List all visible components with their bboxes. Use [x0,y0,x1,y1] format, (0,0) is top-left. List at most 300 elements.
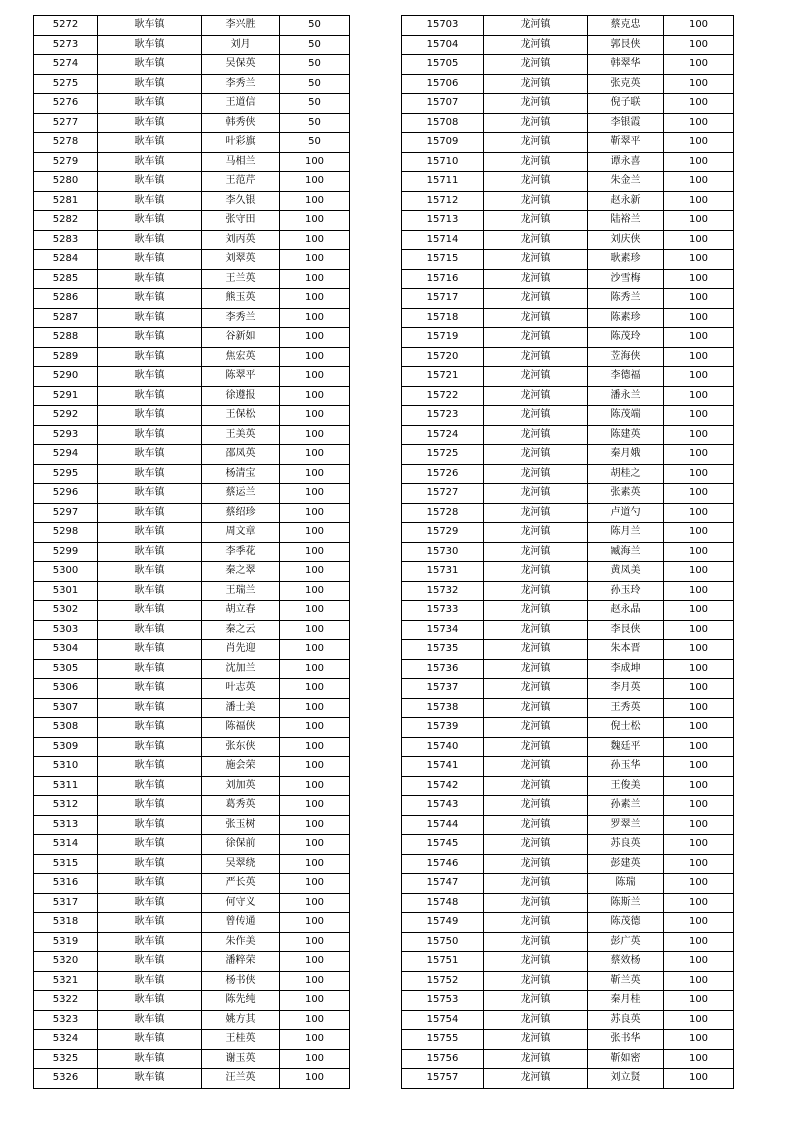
table-row [402,562,734,582]
name-cell: 周文章 [202,523,280,543]
serial-number-cell: 15712 [402,191,484,211]
table-row [34,367,350,387]
town-cell: 龙河镇 [484,269,588,289]
name-cell: 潘士美 [202,698,280,718]
town-cell: 龙河镇 [484,94,588,114]
name-cell: 蔡绍珍 [202,503,280,523]
serial-number-cell: 5320 [34,952,98,972]
name-cell: 熊玉英 [202,289,280,309]
table-row [402,620,734,640]
table-row [34,308,350,328]
table-row [34,347,350,367]
table-row [402,191,734,211]
town-cell: 龙河镇 [484,367,588,387]
serial-number-cell: 5302 [34,601,98,621]
table-row [402,854,734,874]
amount-cell: 100 [664,737,734,757]
name-cell: 苏良英 [588,835,664,855]
town-cell: 耿车镇 [98,1069,202,1089]
amount-cell: 50 [280,16,350,36]
table-row [402,1010,734,1030]
table-row [402,308,734,328]
name-cell: 李季花 [202,542,280,562]
serial-number-cell: 15746 [402,854,484,874]
amount-cell: 100 [664,815,734,835]
amount-cell: 100 [664,250,734,270]
serial-number-cell: 5299 [34,542,98,562]
name-cell: 叶彩旗 [202,133,280,153]
serial-number-cell: 5303 [34,620,98,640]
table-row [34,55,350,75]
amount-cell: 100 [664,874,734,894]
town-cell: 耿车镇 [98,640,202,660]
table-row [34,94,350,114]
amount-cell: 100 [280,659,350,679]
town-cell: 龙河镇 [484,55,588,75]
table-row [34,776,350,796]
name-cell: 彭广英 [588,932,664,952]
serial-number-cell: 5284 [34,250,98,270]
amount-cell: 100 [280,191,350,211]
amount-cell: 100 [664,74,734,94]
town-cell: 龙河镇 [484,523,588,543]
town-cell: 耿车镇 [98,581,202,601]
town-cell: 耿车镇 [98,55,202,75]
serial-number-cell: 15707 [402,94,484,114]
name-cell: 谷新如 [202,328,280,348]
serial-number-cell: 15724 [402,425,484,445]
table-row [402,347,734,367]
serial-number-cell: 15717 [402,289,484,309]
name-cell: 彭建英 [588,854,664,874]
serial-number-cell: 5324 [34,1030,98,1050]
table-row [402,289,734,309]
table-row [34,991,350,1011]
serial-number-cell: 5289 [34,347,98,367]
serial-number-cell: 15736 [402,659,484,679]
serial-number-cell: 15721 [402,367,484,387]
amount-cell: 100 [664,913,734,933]
town-cell: 龙河镇 [484,581,588,601]
name-cell: 陈斯兰 [588,893,664,913]
town-cell: 耿车镇 [98,289,202,309]
table-row [402,269,734,289]
serial-number-cell: 5277 [34,113,98,133]
serial-number-cell: 5290 [34,367,98,387]
town-cell: 龙河镇 [484,230,588,250]
name-cell: 王桂英 [202,1030,280,1050]
table-row [402,581,734,601]
amount-cell: 100 [664,679,734,699]
amount-cell: 100 [280,581,350,601]
serial-number-cell: 15749 [402,913,484,933]
serial-number-cell: 15753 [402,991,484,1011]
amount-cell: 100 [280,386,350,406]
serial-number-cell: 5306 [34,679,98,699]
table-row [402,328,734,348]
serial-number-cell: 15747 [402,874,484,894]
serial-number-cell: 15732 [402,581,484,601]
serial-number-cell: 15756 [402,1049,484,1069]
town-cell: 耿车镇 [98,991,202,1011]
town-cell: 耿车镇 [98,679,202,699]
town-cell: 耿车镇 [98,542,202,562]
table-row [34,679,350,699]
town-cell: 龙河镇 [484,464,588,484]
amount-cell: 100 [664,133,734,153]
town-cell: 耿车镇 [98,172,202,192]
town-cell: 龙河镇 [484,679,588,699]
table-row [402,971,734,991]
town-cell: 龙河镇 [484,893,588,913]
name-cell: 朱作美 [202,932,280,952]
town-cell: 耿车镇 [98,620,202,640]
town-cell: 龙河镇 [484,1069,588,1089]
table-row [34,250,350,270]
table-row [34,698,350,718]
table-row [34,971,350,991]
name-cell: 胡立春 [202,601,280,621]
town-cell: 龙河镇 [484,601,588,621]
serial-number-cell: 5309 [34,737,98,757]
amount-cell: 100 [280,503,350,523]
town-cell: 龙河镇 [484,172,588,192]
town-cell: 耿车镇 [98,1030,202,1050]
serial-number-cell: 15709 [402,133,484,153]
town-cell: 耿车镇 [98,347,202,367]
serial-number-cell: 5291 [34,386,98,406]
table-row [402,737,734,757]
town-cell: 耿车镇 [98,269,202,289]
table-row [34,464,350,484]
table-row [34,1010,350,1030]
table-row [34,562,350,582]
serial-number-cell: 15725 [402,445,484,465]
amount-cell: 100 [280,1069,350,1089]
town-cell: 耿车镇 [98,952,202,972]
serial-number-cell: 15723 [402,406,484,426]
amount-cell: 100 [664,698,734,718]
serial-number-cell: 5294 [34,445,98,465]
serial-number-cell: 5293 [34,425,98,445]
serial-number-cell: 5295 [34,464,98,484]
serial-number-cell: 5317 [34,893,98,913]
table-row [402,133,734,153]
amount-cell: 100 [664,328,734,348]
town-cell: 耿车镇 [98,932,202,952]
name-cell: 秦月桂 [588,991,664,1011]
table-row [34,191,350,211]
amount-cell: 100 [280,562,350,582]
table-row [34,1030,350,1050]
name-cell: 李成坤 [588,659,664,679]
amount-cell: 100 [280,601,350,621]
name-cell: 王秀英 [588,698,664,718]
town-cell: 耿车镇 [98,1010,202,1030]
table-row [34,425,350,445]
town-cell: 耿车镇 [98,308,202,328]
town-cell: 耿车镇 [98,464,202,484]
town-cell: 龙河镇 [484,386,588,406]
town-cell: 耿车镇 [98,484,202,504]
amount-cell: 50 [280,55,350,75]
amount-cell: 100 [280,620,350,640]
town-cell: 耿车镇 [98,386,202,406]
table-row [34,230,350,250]
serial-number-cell: 5313 [34,815,98,835]
town-cell: 龙河镇 [484,659,588,679]
amount-cell: 100 [664,269,734,289]
name-cell: 施会荣 [202,757,280,777]
amount-cell: 100 [280,913,350,933]
town-cell: 龙河镇 [484,991,588,1011]
table-row [402,230,734,250]
amount-cell: 50 [280,133,350,153]
serial-number-cell: 15755 [402,1030,484,1050]
serial-number-cell: 5285 [34,269,98,289]
name-cell: 王道信 [202,94,280,114]
table-row [34,913,350,933]
town-cell: 龙河镇 [484,952,588,972]
serial-number-cell: 5281 [34,191,98,211]
amount-cell: 100 [664,347,734,367]
town-cell: 耿车镇 [98,250,202,270]
amount-cell: 100 [664,640,734,660]
table-row [402,932,734,952]
amount-cell: 100 [664,289,734,309]
serial-number-cell: 15743 [402,796,484,816]
serial-number-cell: 15744 [402,815,484,835]
serial-number-cell: 5300 [34,562,98,582]
name-cell: 孙玉玲 [588,581,664,601]
name-cell: 孙玉华 [588,757,664,777]
table-row [402,718,734,738]
amount-cell: 100 [664,562,734,582]
serial-number-cell: 15715 [402,250,484,270]
town-cell: 龙河镇 [484,308,588,328]
right-table-body [402,16,734,1089]
amount-cell: 100 [280,640,350,660]
serial-number-cell: 15713 [402,211,484,231]
table-row [402,16,734,36]
table-row [402,172,734,192]
amount-cell: 100 [664,503,734,523]
amount-cell: 100 [280,835,350,855]
table-row [402,542,734,562]
amount-cell: 50 [280,113,350,133]
amount-cell: 100 [280,445,350,465]
name-cell: 陈茂端 [588,406,664,426]
amount-cell: 100 [280,523,350,543]
town-cell: 耿车镇 [98,893,202,913]
table-row [402,250,734,270]
amount-cell: 100 [280,718,350,738]
table-row [34,484,350,504]
name-cell: 曾传通 [202,913,280,933]
serial-number-cell: 15737 [402,679,484,699]
serial-number-cell: 5304 [34,640,98,660]
name-cell: 陈茂德 [588,913,664,933]
table-row [34,152,350,172]
table-row [402,893,734,913]
amount-cell: 100 [280,367,350,387]
amount-cell: 100 [280,250,350,270]
name-cell: 李久银 [202,191,280,211]
serial-number-cell: 5326 [34,1069,98,1089]
amount-cell: 100 [664,406,734,426]
name-cell: 黄凤美 [588,562,664,582]
amount-cell: 100 [664,230,734,250]
serial-number-cell: 15731 [402,562,484,582]
serial-number-cell: 15757 [402,1069,484,1089]
table-row [34,406,350,426]
serial-number-cell: 15748 [402,893,484,913]
table-row [402,445,734,465]
name-cell: 刘月 [202,35,280,55]
amount-cell: 100 [280,776,350,796]
table-row [34,893,350,913]
amount-cell: 50 [280,94,350,114]
serial-number-cell: 15727 [402,484,484,504]
amount-cell: 100 [280,757,350,777]
town-cell: 耿车镇 [98,757,202,777]
table-row [34,1049,350,1069]
serial-number-cell: 5288 [34,328,98,348]
amount-cell: 100 [280,952,350,972]
name-cell: 陈先纯 [202,991,280,1011]
serial-number-cell: 15740 [402,737,484,757]
serial-number-cell: 15726 [402,464,484,484]
name-cell: 郭艮侠 [588,35,664,55]
town-cell: 龙河镇 [484,250,588,270]
table-row [34,952,350,972]
amount-cell: 100 [664,581,734,601]
name-cell: 潘粹荣 [202,952,280,972]
name-cell: 陈瑞 [588,874,664,894]
name-cell: 赵永晶 [588,601,664,621]
name-cell: 何守义 [202,893,280,913]
town-cell: 耿车镇 [98,367,202,387]
town-cell: 龙河镇 [484,874,588,894]
amount-cell: 100 [280,328,350,348]
table-row [402,113,734,133]
name-cell: 靳兰英 [588,971,664,991]
amount-cell: 100 [664,620,734,640]
town-cell: 耿车镇 [98,328,202,348]
table-row [34,211,350,231]
name-cell: 陈秀兰 [588,289,664,309]
name-cell: 肖先迎 [202,640,280,660]
serial-number-cell: 5280 [34,172,98,192]
table-row [34,269,350,289]
amount-cell: 100 [664,211,734,231]
serial-number-cell: 5316 [34,874,98,894]
town-cell: 龙河镇 [484,152,588,172]
name-cell: 蔡效杨 [588,952,664,972]
amount-cell: 100 [280,1049,350,1069]
serial-number-cell: 5314 [34,835,98,855]
town-cell: 龙河镇 [484,35,588,55]
town-cell: 耿车镇 [98,503,202,523]
table-row [402,679,734,699]
town-cell: 耿车镇 [98,698,202,718]
town-cell: 耿车镇 [98,16,202,36]
town-cell: 龙河镇 [484,796,588,816]
amount-cell: 100 [664,425,734,445]
amount-cell: 100 [280,796,350,816]
town-cell: 龙河镇 [484,445,588,465]
serial-number-cell: 15730 [402,542,484,562]
town-cell: 龙河镇 [484,133,588,153]
amount-cell: 100 [664,776,734,796]
amount-cell: 100 [664,893,734,913]
amount-cell: 50 [280,74,350,94]
amount-cell: 100 [280,1010,350,1030]
table-row [402,796,734,816]
town-cell: 耿车镇 [98,406,202,426]
name-cell: 李兴胜 [202,16,280,36]
name-cell: 邵凤英 [202,445,280,465]
amount-cell: 100 [280,308,350,328]
serial-number-cell: 5315 [34,854,98,874]
amount-cell: 100 [664,991,734,1011]
table-row [34,835,350,855]
town-cell: 耿车镇 [98,211,202,231]
town-cell: 龙河镇 [484,1030,588,1050]
amount-cell: 100 [664,835,734,855]
serial-number-cell: 5325 [34,1049,98,1069]
amount-cell: 100 [280,464,350,484]
town-cell: 龙河镇 [484,698,588,718]
serial-number-cell: 15714 [402,230,484,250]
serial-number-cell: 15710 [402,152,484,172]
name-cell: 陆裕兰 [588,211,664,231]
town-cell: 龙河镇 [484,425,588,445]
name-cell: 秦之翠 [202,562,280,582]
table-row [402,776,734,796]
town-cell: 龙河镇 [484,74,588,94]
name-cell: 胡桂之 [588,464,664,484]
amount-cell: 100 [280,893,350,913]
name-cell: 姚方其 [202,1010,280,1030]
amount-cell: 100 [664,1010,734,1030]
amount-cell: 100 [664,55,734,75]
serial-number-cell: 15750 [402,932,484,952]
town-cell: 龙河镇 [484,347,588,367]
name-cell: 谢玉英 [202,1049,280,1069]
serial-number-cell: 15729 [402,523,484,543]
serial-number-cell: 15754 [402,1010,484,1030]
town-cell: 龙河镇 [484,211,588,231]
name-cell: 刘立贤 [588,1069,664,1089]
name-cell: 潘永兰 [588,386,664,406]
table-row [402,523,734,543]
name-cell: 蔡克忠 [588,16,664,36]
name-cell: 臧海兰 [588,542,664,562]
name-cell: 张书华 [588,1030,664,1050]
amount-cell: 100 [280,347,350,367]
name-cell: 李秀兰 [202,74,280,94]
amount-cell: 100 [664,172,734,192]
amount-cell: 100 [664,367,734,387]
name-cell: 陈翠平 [202,367,280,387]
amount-cell: 100 [280,1030,350,1050]
town-cell: 耿车镇 [98,191,202,211]
name-cell: 王兰英 [202,269,280,289]
table-row [402,835,734,855]
amount-cell: 100 [664,152,734,172]
table-row [34,737,350,757]
